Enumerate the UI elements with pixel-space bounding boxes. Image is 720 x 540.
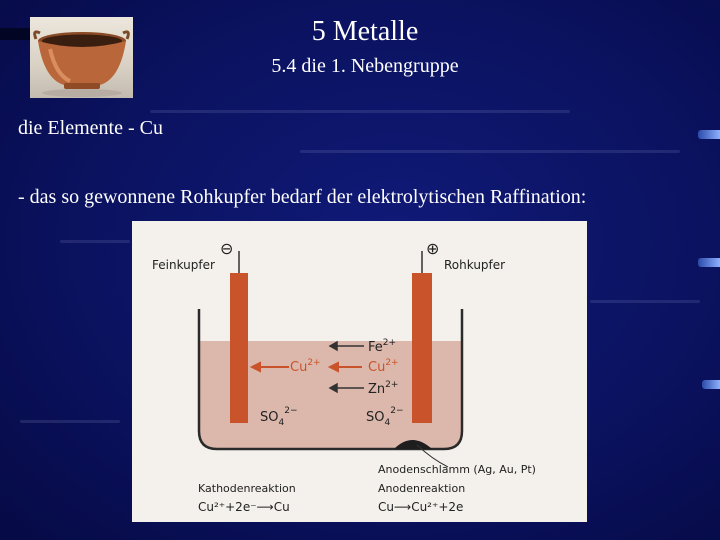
slide-subtitle: 5.4 die 1. Nebengruppe	[271, 55, 459, 77]
electrolysis-cell-svg	[132, 221, 587, 522]
stripe-right-decoration	[702, 380, 720, 389]
stripe-left-decoration	[0, 28, 30, 40]
anode-reaction-title: Anodenreaktion	[378, 482, 466, 495]
anode-label: Rohkupfer	[444, 258, 506, 272]
ion-cu-left: $Cu^{2+}$	[290, 358, 321, 375]
anode-electrode	[412, 273, 432, 423]
so4-left: $SO_4^{2-}$	[260, 406, 298, 428]
stripe-right-decoration	[698, 258, 720, 267]
so4-right: $SO_4^{2-}$	[366, 406, 404, 428]
ion-fe: $Fe^{2+}$	[368, 338, 397, 355]
cathode-reaction: Cu²⁺+2e⁻⟶Cu	[198, 500, 290, 514]
cathode-label: Feinkupfer	[152, 258, 215, 272]
ion-zn: $Zn^{2+}$	[368, 380, 399, 397]
body-text: - das so gewonnene Rohkupfer bedarf der elektrolytischen Raffination:	[18, 186, 587, 208]
streak-decoration	[590, 300, 700, 303]
sludge-label: Anodenschlamm (Ag, Au, Pt)	[378, 463, 536, 476]
plus-sign-icon: ⊕	[426, 239, 440, 258]
streak-decoration	[20, 420, 120, 423]
section-heading: die Elemente - Cu	[18, 117, 163, 139]
streak-decoration	[60, 240, 130, 243]
cathode-reaction-title: Kathodenreaktion	[198, 482, 296, 495]
minus-sign-icon: ⊖	[220, 239, 234, 258]
slide-title: 5 Metalle	[311, 16, 419, 47]
streak-decoration	[300, 150, 680, 153]
electrolysis-diagram	[132, 221, 587, 522]
anode-reaction: Cu⟶Cu²⁺+2e	[378, 500, 464, 514]
streak-decoration	[150, 110, 570, 113]
copper-bowl-icon	[30, 17, 133, 98]
ion-cu-right: $Cu^{2+}$	[368, 358, 399, 375]
cathode-electrode	[230, 273, 248, 423]
stripe-right-decoration	[698, 130, 720, 139]
copper-bowl-photo	[30, 17, 133, 98]
